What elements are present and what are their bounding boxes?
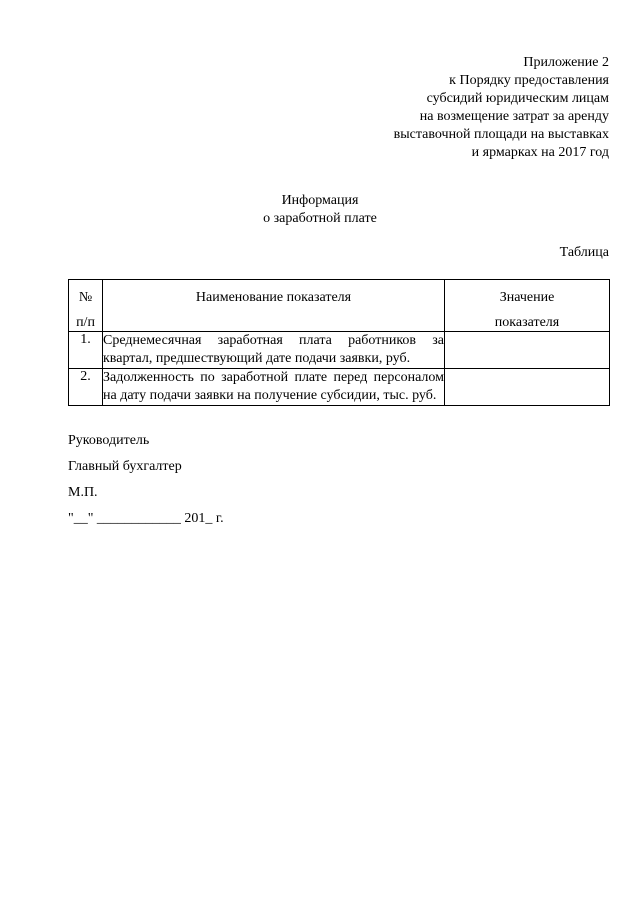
head-signature-label: Руководитель [68,433,150,448]
header-num [69,280,103,332]
table-caption: Таблица [559,245,609,260]
title-line-1: Информация [281,193,359,208]
appendix-line: выставочной площади на выставках [393,127,609,142]
header-value [445,280,610,332]
appendix-line: и ярмарках на 2017 год [471,145,609,160]
row-value [445,332,610,369]
header-num-pp: п/п [76,315,95,330]
row-name: Среднемесячная заработная плата работников за квартал, предшествующий дате подачи заявки, руб. [103,332,445,369]
appendix-line: Приложение 2 [523,55,609,70]
signature-block [68,432,224,536]
table-header-row [69,280,610,332]
row-number: 1. [69,332,103,369]
table-row [69,369,610,406]
appendix-header [394,54,609,162]
header-name [103,280,445,332]
header-name-label: Наименование показателя [195,290,352,305]
document-title [0,192,640,228]
row-number: 2. [69,369,103,406]
header-value-line-1: Значение [499,290,555,305]
stamp-label: М.П. [68,485,98,500]
header-num-sign: № [78,290,93,305]
header-value-line-2: показателя [494,315,560,330]
appendix-line: на возмещение затрат за аренду [419,109,609,124]
appendix-line: к Порядку предоставления [449,73,609,88]
row-value [445,369,610,406]
row-name: Задолженность по заработной плате перед персоналом на дату подачи заявки на получение субсидии, тыс. руб. [103,369,445,406]
appendix-line: субсидий юридическим лицам [426,91,609,106]
title-line-2: о заработной плате [263,211,377,226]
table-row [69,332,610,369]
accountant-signature-label: Главный бухгалтер [68,459,182,474]
date-line: "__" ____________ 201_ г. [68,511,224,526]
info-table [68,279,610,406]
